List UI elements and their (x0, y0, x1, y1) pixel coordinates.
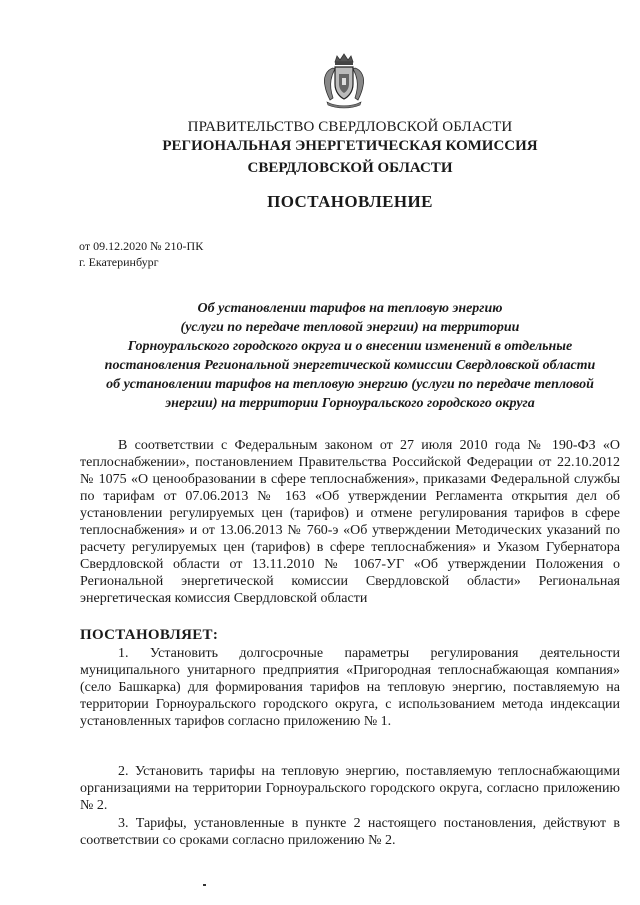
decree-item-1: 1. Установить долгосрочные параметры регулирования деятельности муниципального унитарного предприятия «Пригородная теплоснабжающая компания» (село Башкарка) для формирования тарифов на тепловую энергию, поставляемую на территории Горноуральского городского округа, с использованием метода индексации установленных тарифов согласно приложению № 1. (80, 646, 620, 729)
subject-line: энергии) на территории Горноуральского городского округа (165, 396, 535, 411)
subject-line: Горноуральского городского округа и о внесении изменений в отдельные (127, 339, 573, 354)
subject-line: (услуги по передаче тепловой энергии) на территории (180, 320, 520, 335)
document-city: г. Екатеринбург (79, 255, 159, 269)
decree-item-3: 3. Тарифы, установленные в пункте 2 настоящего постановления, действуют в соответствии со сроками согласно приложению № 2. (80, 816, 620, 848)
decree-heading: ПОСТАНОВЛЯЕТ: (80, 627, 219, 643)
coat-of-arms-icon (318, 52, 370, 110)
preamble-paragraph: В соответствии с Федеральным законом от 27 июля 2010 года № 190-ФЗ «О теплоснабжении», постановлением Правительства Российской Федерации от 22.10.2012 № 1075 «О ценообразовании в сфере теплоснабжения», приказами Федеральной службы по тарифам от 07.06.2013 № 163 «Об утверждении Регламента открытия дел об установлении регулируемых цен (тарифов) и отмене регулирования тарифов в сфере теплоснабжения» и от 13.06.2013 № 760-э «Об утверждении Методических указаний по расчету регулируемых цен (тарифов) в сфере теплоснабжения» и Указом Губернатора Свердловской области от 13.11.2010 № 1067-УГ «Об утверждении Положения о Региональной энергетической комиссии Свердловской области» Региональная энергетическая комиссия Свердловской области (80, 438, 620, 606)
commission-name-line2: СВЕРДЛОВСКОЙ ОБЛАСТИ (247, 160, 453, 176)
subject-line: Об установлении тарифов на тепловую энергию (197, 301, 503, 316)
commission-name-line1: РЕГИОНАЛЬНАЯ ЭНЕРГЕТИЧЕСКАЯ КОМИССИЯ (162, 138, 538, 154)
scan-speck (203, 884, 206, 886)
government-name: ПРАВИТЕЛЬСТВО СВЕРДЛОВСКОЙ ОБЛАСТИ (187, 119, 513, 135)
document-title: ПОСТАНОВЛЕНИЕ (267, 192, 433, 211)
subject-line: об установлении тарифов на тепловую энергию (услуги по передаче тепловой (106, 377, 594, 392)
subject-line: постановления Региональной энергетической комиссии Свердловской области (104, 358, 596, 373)
decree-item-2: 2. Установить тарифы на тепловую энергию, поставляемую теплоснабжающими организациями на территории Горноуральского городского округа, согласно приложению № 2. (80, 764, 620, 813)
document-date-number: от 09.12.2020 № 210-ПК (79, 239, 204, 253)
document-subject (78, 299, 622, 413)
